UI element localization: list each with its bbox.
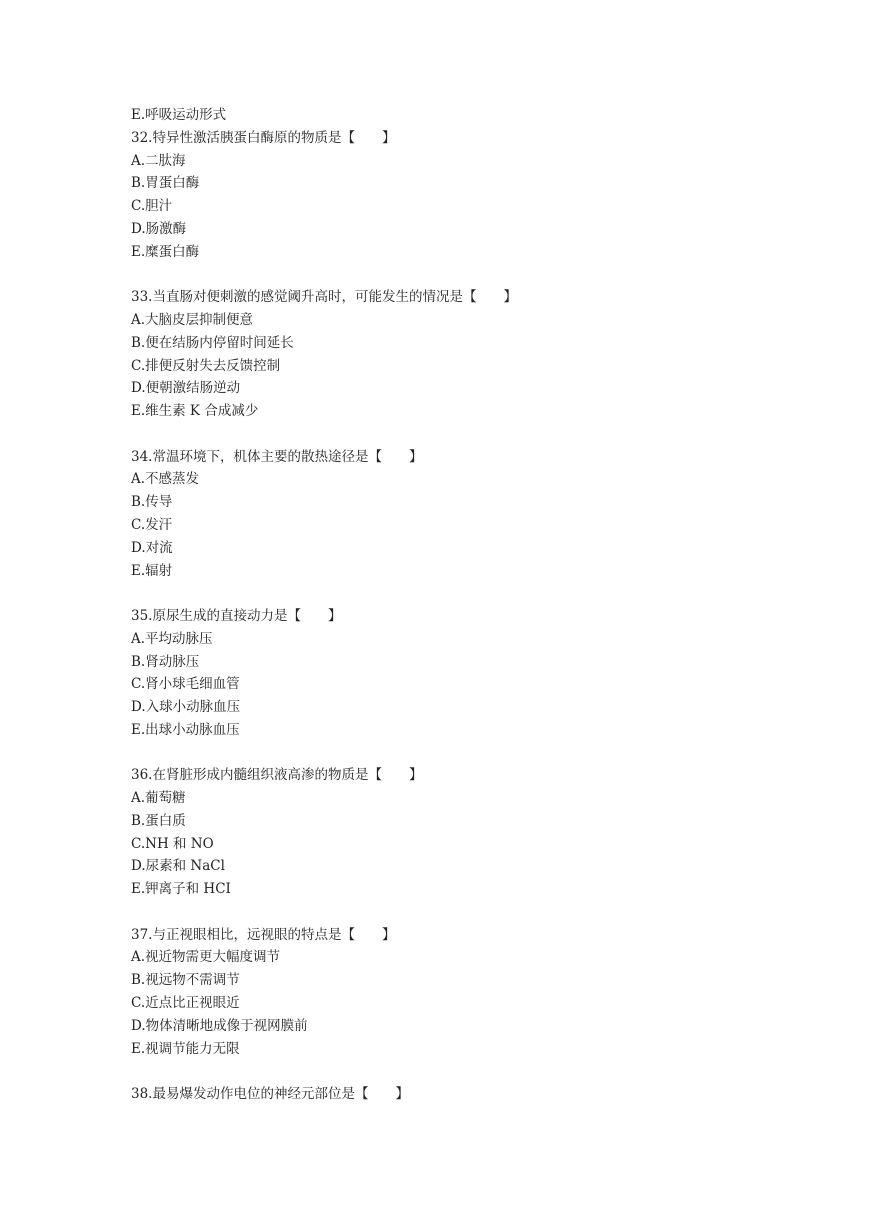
question-38 [131,1083,831,1106]
question-32 [131,127,831,264]
option-a: A.葡萄糖 [131,790,186,807]
option-e: E.视调节能力无限 [131,1040,240,1057]
question-title: 37.与正视眼相比，远视眼的特点是【 】 [131,926,396,943]
option-a: A.不感蒸发 [131,471,200,488]
option-e: E.钾离子和 HCI [131,881,231,898]
option-c: C.排便反射失去反馈控制 [131,357,281,374]
option-e: E.糜蛋白酶 [131,243,200,260]
option-c: C.NH 和 NO [131,835,214,852]
question-title: 34.常温环境下，机体主要的散热途径是【 】 [131,448,423,465]
question-35 [131,605,831,742]
option-c: C.近点比正视眼近 [131,995,240,1012]
option-a: A.平均动脉压 [131,630,213,647]
option-c: C.发汗 [131,516,173,533]
option-b: B.肾动脉压 [131,653,200,670]
option-d: D.入球小动脉血压 [131,699,241,716]
option-a: A.大脑皮层抑制便意 [131,311,254,328]
question-title: 32.特异性激活胰蛋白酶原的物质是【 】 [131,129,396,146]
option-a: A.视近物需更大幅度调节 [131,949,281,966]
question-37 [131,924,831,1061]
option-d: D.物体清晰地成像于视网膜前 [131,1017,308,1034]
option-b: B.传导 [131,494,173,511]
option-d: D.便朝激结肠逆动 [131,380,241,397]
option-b: B.蛋白质 [131,812,186,829]
question-title: 36.在肾脏形成内髓组织液高渗的物质是【 】 [131,767,423,784]
question-36 [131,764,831,901]
option-e: E.辐射 [131,562,173,579]
option-a: A.二肽海 [131,152,186,169]
option-d: D.对流 [131,539,173,556]
option-e: E.出球小动脉血压 [131,721,240,738]
option-e: E.维生素 K 合成减少 [131,403,259,420]
question-title: 35.原尿生成的直接动力是【 】 [131,607,342,624]
option-b: B.便在结肠内停留时间延长 [131,334,294,351]
question-33 [131,286,831,423]
option-c: C.胆汁 [131,198,173,215]
document-page [131,104,831,1106]
question-34 [131,446,831,583]
option-d: D.尿素和 NaCl [131,858,225,875]
lead-option: E.呼吸运动形式 [131,107,227,123]
question-title: 38.最易爆发动作电位的神经元部位是【 】 [131,1086,409,1103]
option-b: B.胃蛋白酶 [131,175,200,192]
option-b: B.视远物不需调节 [131,972,240,989]
option-c: C.肾小球毛细血管 [131,676,240,693]
option-d: D.肠激酶 [131,220,187,237]
question-title: 33.当直肠对便刺激的感觉阈升高时，可能发生的情况是【 】 [131,289,517,306]
